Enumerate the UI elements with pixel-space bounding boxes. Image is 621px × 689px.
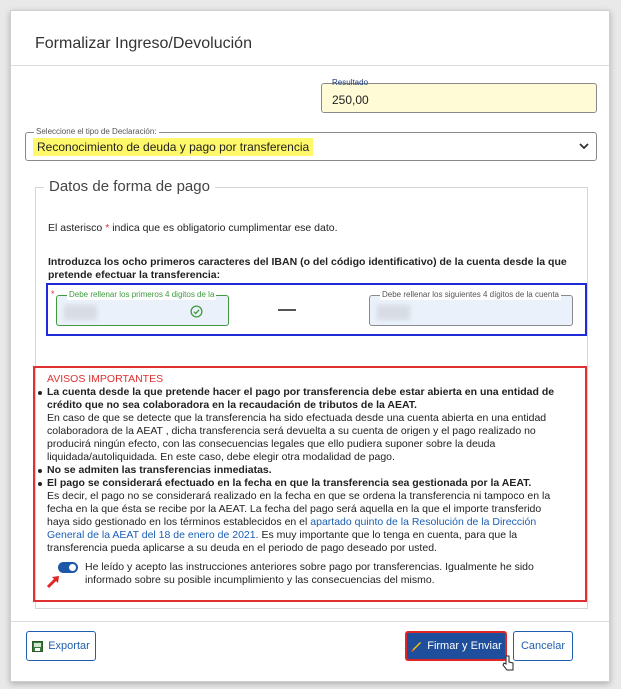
declaration-type-value: Reconocimiento de deuda y pago por transferencia [33, 138, 313, 156]
iban-first-input[interactable] [51, 289, 229, 326]
footer-divider [11, 621, 609, 622]
notice-3-text-a: Es decir, el pago no se considerará realizado en la fecha en que se ordena la transferencia ni tampoco en la fecha en la que ésta se recibe por la AEAT. La fecha del pago será aquella en la que el importe transferido haya sido gestionado en los términos establecidos en el [47, 490, 551, 528]
notices-title: AVISOS IMPORTANTES [47, 373, 164, 385]
payment-data-section [35, 178, 588, 609]
arrow-pointer-icon [46, 573, 62, 589]
resultado-field [321, 78, 597, 113]
sign-and-send-button[interactable] [405, 631, 507, 661]
cancel-label: Cancelar [520, 640, 566, 652]
iban-instruction: Introduzca los ocho primeros caracteres del IBAN (o del código identificativo) de la cuenta desde la que pretende efectuar la transferencia: [48, 256, 567, 281]
header-divider [11, 65, 609, 66]
masked-value [377, 305, 410, 320]
iban-second-label: Debe rellenar los siguientes 4 dígitos de la cuenta [382, 290, 559, 299]
resultado-label: Resultado [332, 78, 369, 87]
accept-toggle[interactable] [58, 562, 78, 573]
required-mark: * [105, 222, 110, 234]
check-circle-icon [190, 305, 203, 318]
accept-text: He leído y acepto las instrucciones anteriores sobre pago por transferencias. Igualmente he sido informado sobre su posible incumplimiento y las consecuencias del mismo. [85, 561, 534, 586]
payment-section-title: Datos de forma de pago [44, 178, 215, 195]
sign-pen-icon [410, 641, 422, 652]
bullet [38, 482, 42, 486]
toggle-knob [69, 564, 76, 571]
iban-second-input[interactable] [369, 290, 573, 326]
declaration-type-label: Seleccione el tipo de Declaración: [36, 127, 157, 136]
cancel-button[interactable] [513, 631, 573, 661]
iban-separator [278, 309, 296, 311]
required-mark: * [51, 289, 55, 299]
notice-3-bold: El pago se considerará efectuado en la fecha en que la transferencia sea gestionada por la AEAT. [47, 477, 532, 489]
notice-3-text [47, 490, 565, 555]
chevron-down-icon[interactable] [578, 140, 590, 152]
required-note [48, 222, 338, 235]
mouse-cursor-icon [501, 654, 515, 672]
export-button[interactable] [26, 631, 96, 661]
export-icon [32, 641, 43, 652]
required-note-pre: El asterisco [48, 222, 103, 234]
notice-1-bold: La cuenta desde la que pretende hacer el pago por transferencia debe estar abierta en una entidad de crédito que no sea colaboradora en la recaudación de tributos de la AEAT. [47, 386, 555, 411]
dialog-title: Formalizar Ingreso/Devolución [35, 35, 252, 52]
important-notices [33, 366, 587, 602]
bullet [38, 469, 42, 473]
bullet [38, 391, 42, 395]
required-note-post: indica que es obligatorio cumplimentar ese dato. [112, 222, 338, 234]
iban-first-label: Debe rellenar los primeros 4 digitos de la [69, 290, 215, 299]
masked-value [64, 305, 97, 320]
payment-dialog [10, 10, 610, 682]
notice-3-text-b: Es muy importante que lo tenga en cuenta, para que la transferencia pueda aplicarse a su deuda en el periodo de pago deseado por usted. [47, 529, 518, 554]
resultado-value: 250,00 [332, 93, 369, 107]
export-label: Exportar [48, 640, 90, 652]
resolution-link[interactable]: apartado quinto de la Resolución de la Dirección General de la AEAT del 18 de enero de 2021. [47, 516, 537, 541]
notice-2-bold: No se admiten las transferencias inmediatas. [47, 464, 272, 476]
declaration-type-select[interactable] [25, 127, 597, 161]
iban-inputs-group [46, 283, 587, 336]
sign-and-send-label: Firmar y Enviar [427, 640, 502, 652]
notice-1-text: En caso de que se detecte que la transferencia ha sido efectuada desde una cuenta abierta en una entidad colaboradora de la AEAT , dicha transferencia será devuelta a su cuenta de origen y el pago realizado no producirá ningún efecto, con las consecuencias legales que ello pudiera suponer sobre la deuda liquidada/autoliquidada. En este caso, debe elegir otra modalidad de pago. [47, 412, 547, 463]
